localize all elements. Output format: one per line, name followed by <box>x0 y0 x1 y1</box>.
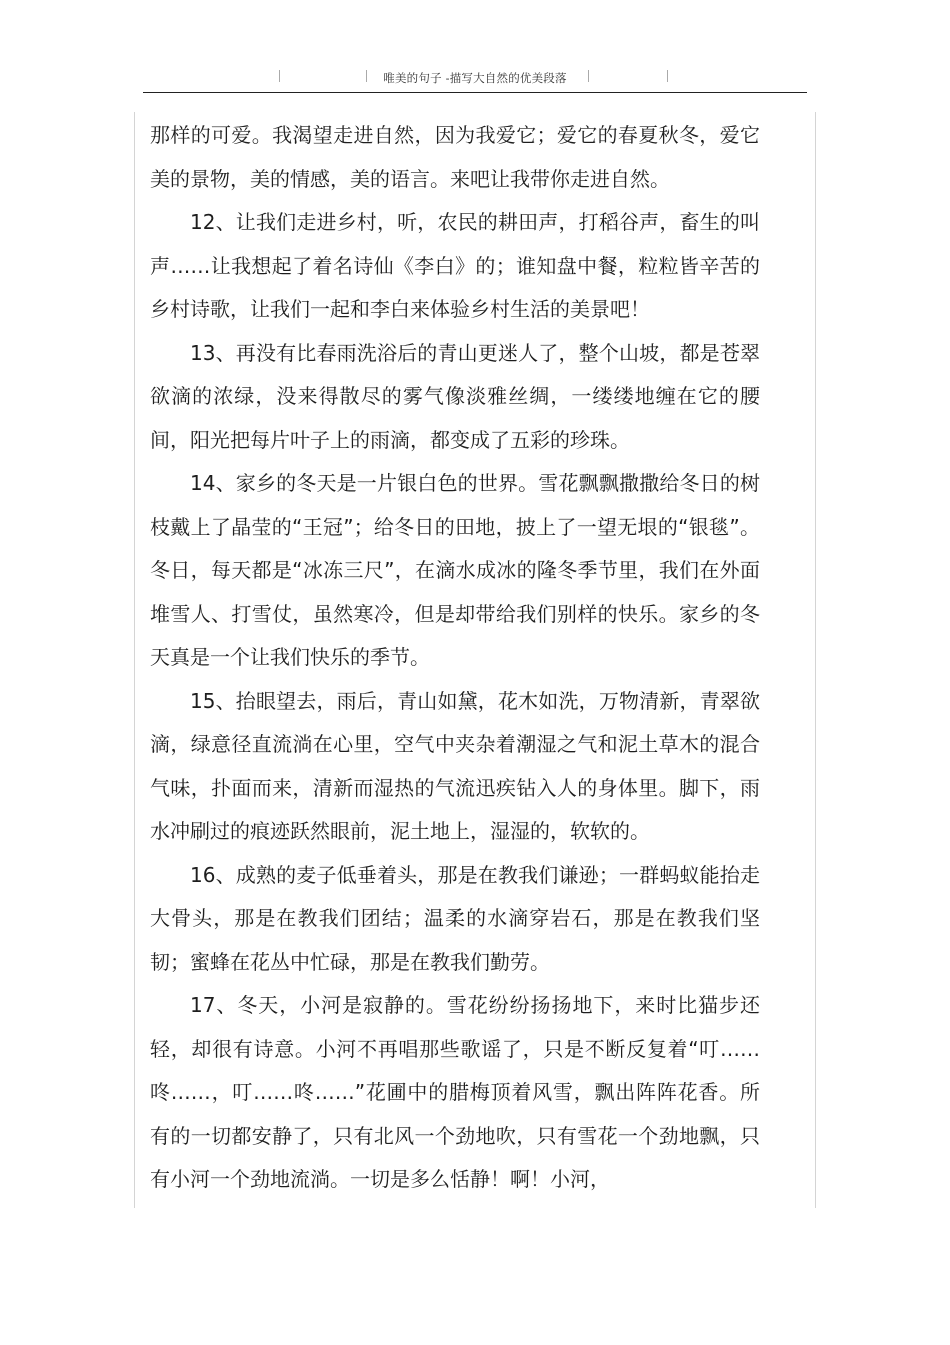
document-body <box>150 114 760 1202</box>
header-tick-inner-right <box>588 70 589 82</box>
paragraph-12: 12、让我们走进乡村，听，农民的耕田声，打稻谷声，畜生的叫声……让我想起了着名诗仙《李白》的；谁知盘中餐，粒粒皆辛苦的乡村诗歌，让我们一起和李白来体验乡村生活的美景吧！ <box>150 210 760 321</box>
paragraph-13: 13、再没有比春雨洗浴后的青山更迷人了，整个山坡，都是苍翠欲滴的浓绿，没来得散尽的雾气像淡雅丝绸，一缕缕地缠在它的腰间，阳光把每片叶子上的雨滴，都变成了五彩的珍珠。 <box>150 340 760 452</box>
paragraph-continuation: 那样的可爱。我渴望走进自然，因为我爱它；爱它的春夏秋冬，爱它美的景物，美的情感，美的语言。来吧让我带你走进自然。 <box>150 123 760 191</box>
paragraph-17: 17、冬天，小河是寂静的。雪花纷纷扬扬地下，来时比猫步还轻，却很有诗意。小河不再唱那些歌谣了，只是不断反复着“叮……咚……，叮……咚……”花圃中的腊梅顶着风雪，飘出阵阵花香。所有的一切都安静了，只有北风一个劲地吹，只有雪花一个劲地飘，只有小河一个劲地流淌。一切是多么恬静！啊！小河， <box>150 993 760 1191</box>
right-margin-rule <box>815 112 816 1208</box>
left-margin-rule <box>134 112 135 1208</box>
paragraph-14: 14、家乡的冬天是一片银白色的世界。雪花飘飘撒撒给冬日的树枝戴上了晶莹的“王冠”；给冬日的田地，披上了一望无垠的“银毯”。冬日，每天都是“冰冻三尺”，在滴水成冰的隆冬季节里，我们在外面堆雪人、打雪仗，虽然寒冷，但是却带给我们别样的快乐。家乡的冬天真是一个让我们快乐的季节。 <box>150 471 760 669</box>
header-title: 唯美的句子 -描写大自然的优美段落 <box>383 71 567 85</box>
paragraph-16: 16、成熟的麦子低垂着头，那是在教我们谦逊；一群蚂蚁能抬走大骨头，那是在教我们团结；温柔的水滴穿岩石，那是在教我们坚韧；蜜蜂在花丛中忙碌，那是在教我们勤劳。 <box>150 862 760 974</box>
header-tick-right <box>667 70 668 82</box>
page-header <box>143 62 807 93</box>
paragraph-15: 15、抬眼望去，雨后，青山如黛，花木如洗，万物清新，青翠欲滴，绿意径直流淌在心里，空气中夹杂着潮湿之气和泥土草木的混合气味，扑面而来，清新而湿热的气流迅疾钻入人的身体里。脚下，雨水冲刷过的痕迹跃然眼前，泥土地上，湿湿的，软软的。 <box>150 688 760 843</box>
